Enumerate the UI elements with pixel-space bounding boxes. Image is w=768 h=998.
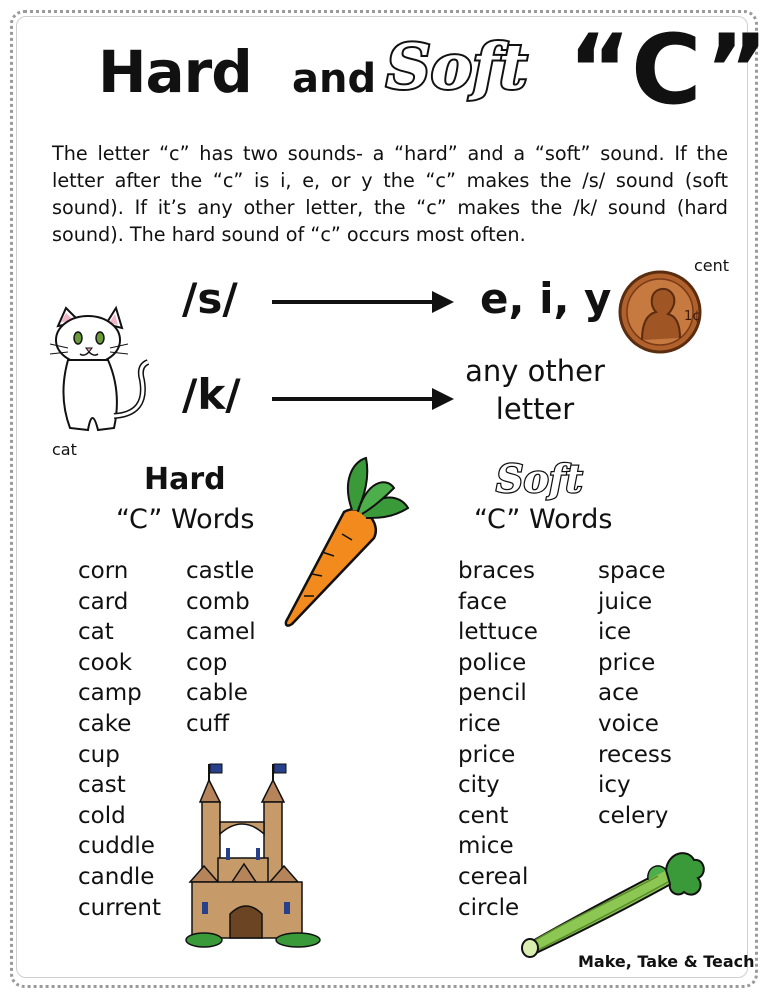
list-item: cent — [458, 802, 509, 829]
list-item: city — [458, 772, 500, 799]
hard-letters: any other letter — [465, 354, 605, 426]
hard-words-col1 — [78, 556, 161, 923]
carrot-image — [282, 452, 412, 632]
list-item: ace — [598, 680, 639, 707]
list-item: cake — [78, 710, 132, 737]
credit-text: Make, Take & Teach — [578, 952, 755, 971]
soft-sound-label: /s/ — [182, 274, 238, 323]
hard-words-col2 — [186, 556, 256, 740]
list-item: mice — [458, 833, 514, 860]
list-item: cook — [78, 649, 133, 676]
celery-image — [518, 846, 708, 958]
list-item: juice — [598, 588, 653, 615]
arrow-soft — [272, 300, 450, 304]
list-item: camel — [186, 619, 256, 646]
list-item: recess — [598, 741, 672, 768]
list-item: face — [458, 588, 507, 615]
list-item: cable — [186, 680, 248, 707]
list-item: comb — [186, 588, 250, 615]
list-item: price — [598, 649, 656, 676]
list-item: cuff — [186, 710, 230, 737]
hard-subheading: “C” Words — [116, 504, 255, 535]
hard-heading: Hard — [144, 462, 226, 497]
penny-value: 1¢ — [684, 309, 701, 324]
list-item: cold — [78, 802, 126, 829]
list-item: ice — [598, 619, 632, 646]
list-item: cup — [78, 741, 120, 768]
arrow-hard — [272, 397, 450, 401]
cat-image — [48, 306, 158, 441]
list-item: cast — [78, 772, 126, 799]
cat-label: cat — [52, 440, 77, 459]
list-item: cop — [186, 649, 228, 676]
list-item: icy — [598, 772, 631, 799]
list-item: castle — [186, 558, 255, 584]
soft-subheading: “C” Words — [474, 504, 613, 535]
list-item: price — [458, 741, 516, 768]
soft-heading: Soft — [496, 456, 583, 501]
list-item: camp — [78, 680, 142, 707]
list-item: celery — [598, 802, 669, 829]
list-item: cuddle — [78, 833, 155, 860]
list-item: card — [78, 588, 129, 615]
list-item: rice — [458, 710, 501, 737]
title-soft: Soft — [386, 30, 528, 103]
intro-paragraph: The letter “c” has two sounds- a “hard” and a “soft” sound. If the letter after the “c” is i, e, or y the “c” makes the /s/ sound (soft sound). If it’s any other letter, the “c” makes the /k/ sound (hard sound). The hard sound of “c” occurs most often. — [52, 142, 728, 246]
list-item: police — [458, 649, 527, 676]
list-item: cat — [78, 619, 114, 646]
castle-image — [188, 762, 328, 948]
list-item: space — [598, 558, 666, 584]
soft-letters: e, i, y — [480, 274, 612, 323]
list-item: braces — [458, 558, 535, 584]
list-item: cereal — [458, 863, 529, 890]
cent-label: cent — [694, 256, 730, 275]
list-item: lettuce — [458, 619, 538, 646]
soft-words-col2 — [598, 556, 672, 831]
list-item: voice — [598, 710, 659, 737]
title-c: “C” — [568, 14, 768, 126]
list-item: circle — [458, 894, 520, 921]
hard-sound-label: /k/ — [182, 370, 241, 419]
list-item: current — [78, 894, 161, 921]
list-item: candle — [78, 863, 155, 890]
list-item: pencil — [458, 680, 527, 707]
list-item: corn — [78, 558, 129, 584]
title-and: and — [292, 56, 377, 102]
title-hard: Hard — [98, 38, 252, 106]
